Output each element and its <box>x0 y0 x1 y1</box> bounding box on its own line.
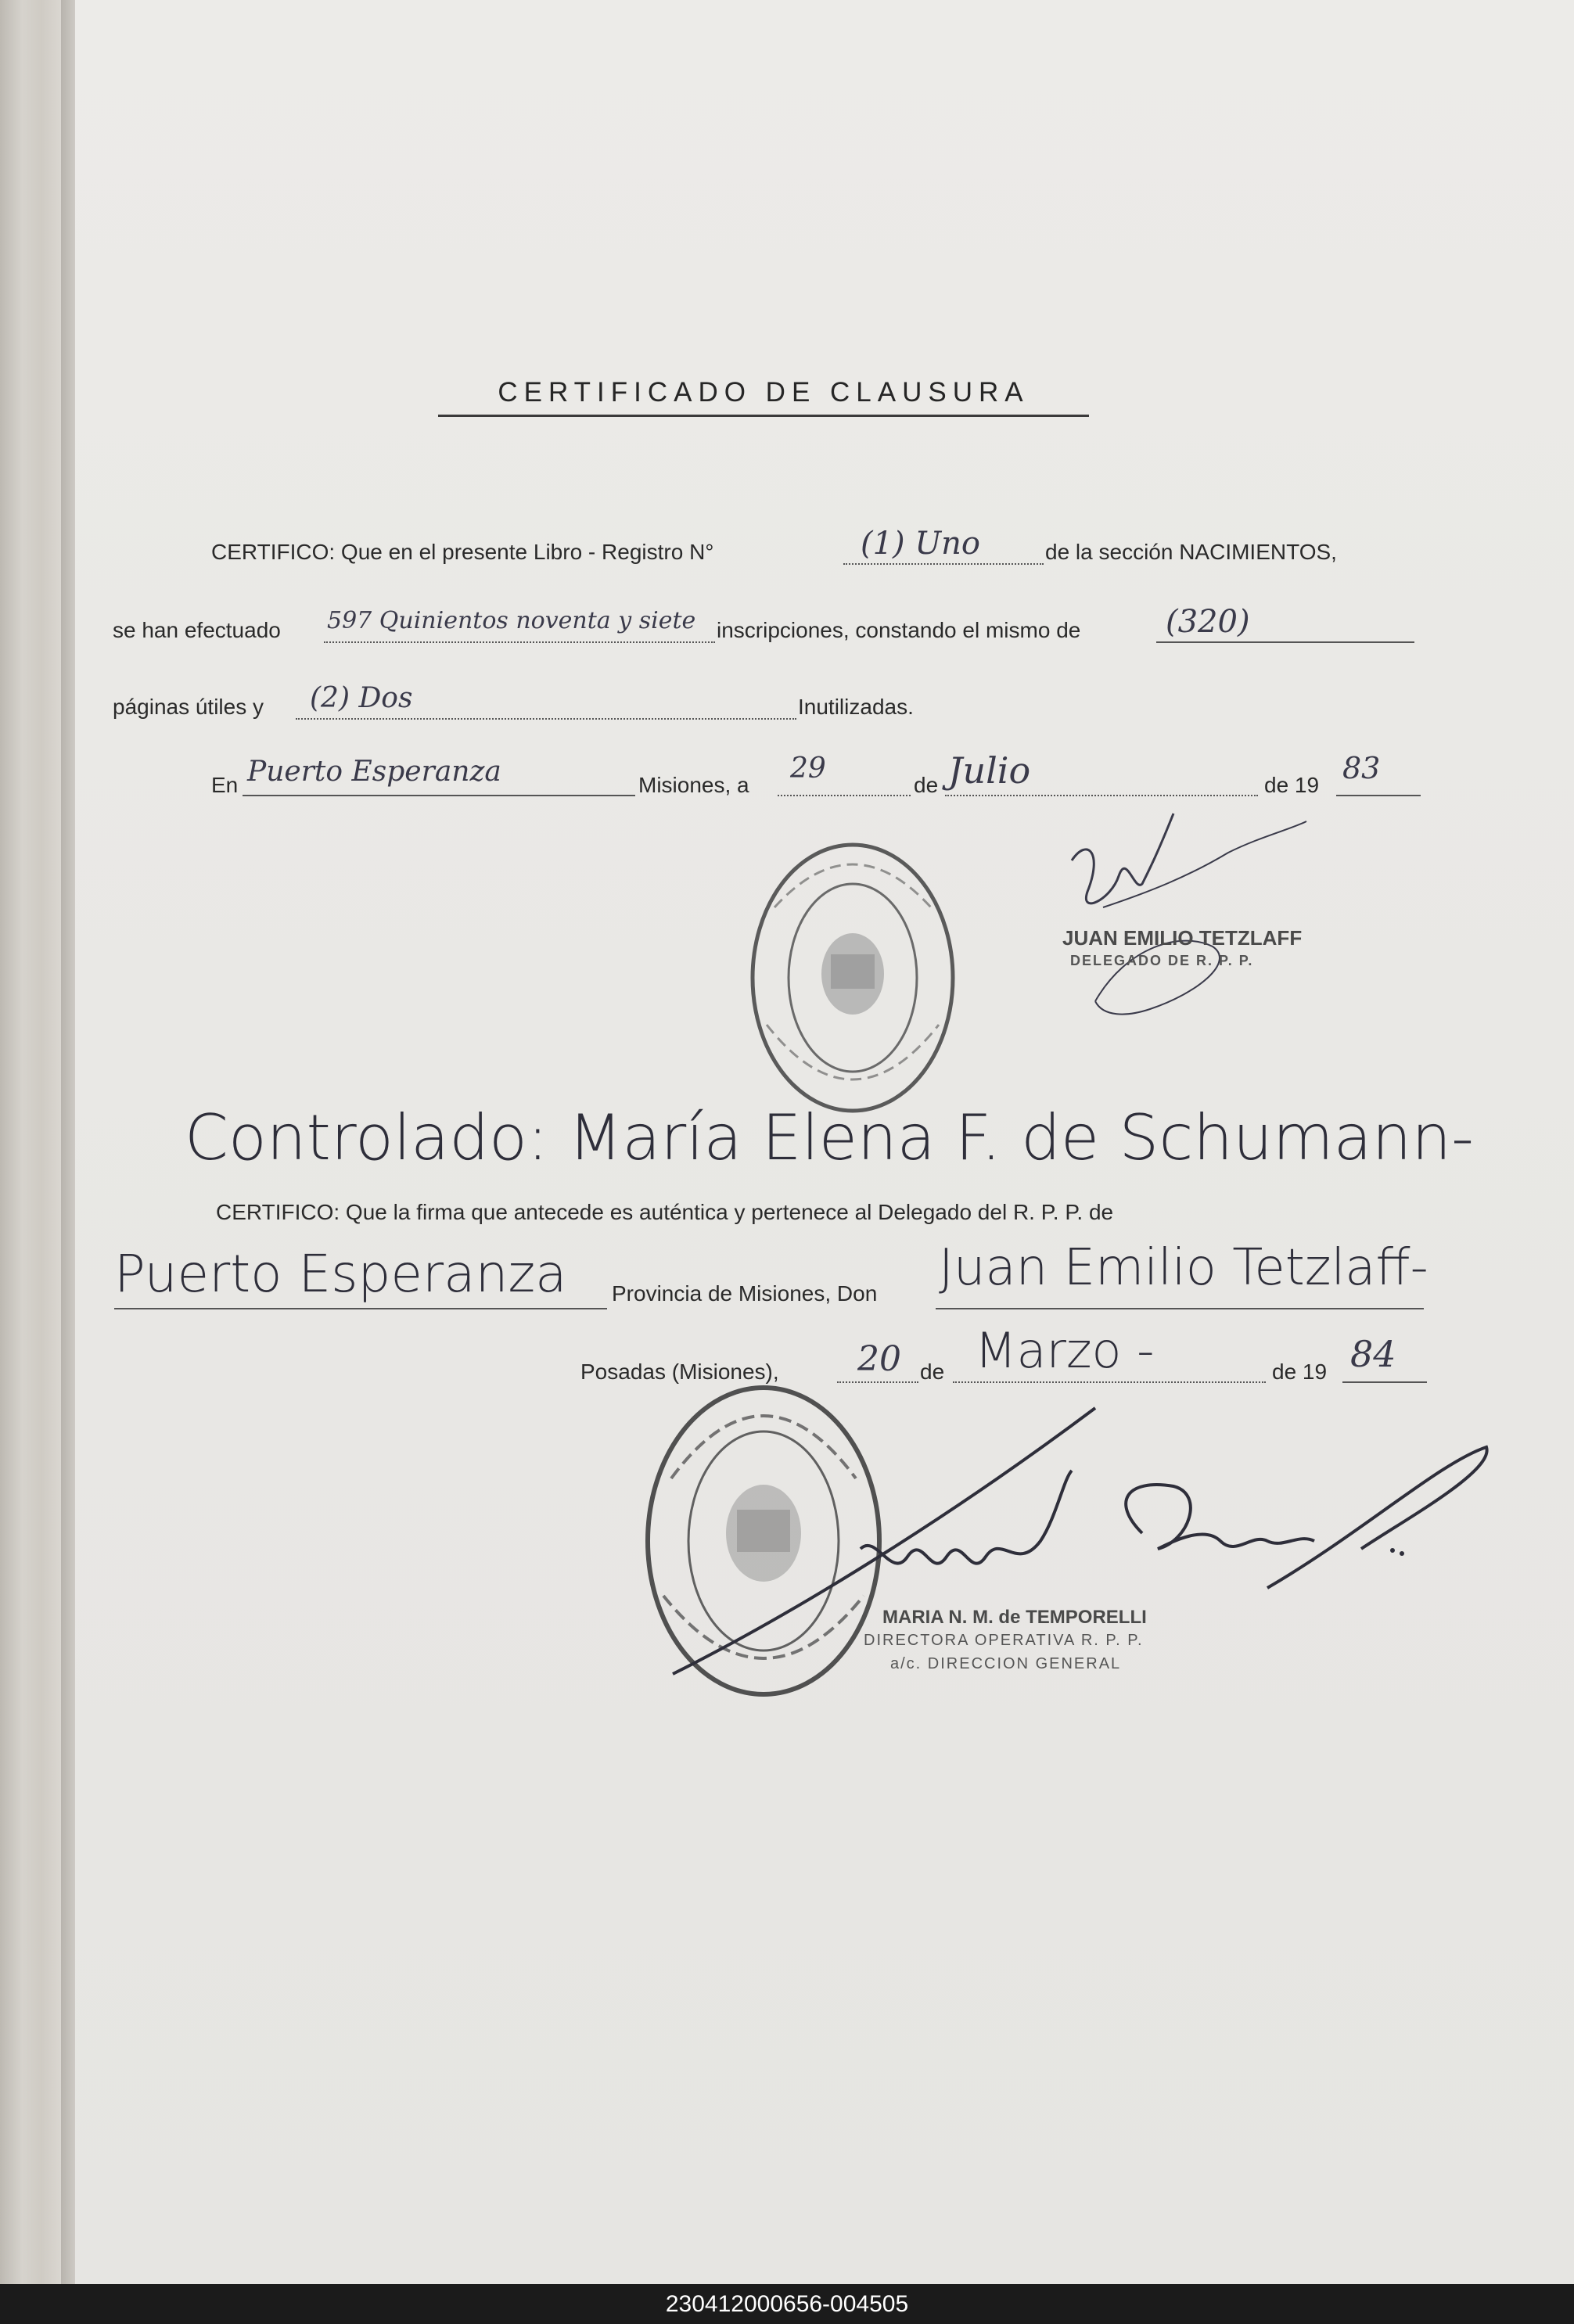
cert1-day: 29 <box>790 753 826 785</box>
cert1-month-dots <box>945 795 1258 796</box>
document-title: CERTIFICADO DE CLAUSURA <box>438 377 1089 417</box>
cert1-de2: de 19 <box>1264 773 1320 797</box>
signature-tetzlaff <box>1056 806 1322 1033</box>
cert2-year-line <box>1342 1381 1427 1383</box>
stamp2-sub: a/c. DIRECCION GENERAL <box>890 1655 1122 1672</box>
cert1-province: Misiones, a <box>638 773 749 797</box>
cert1-line3-suffix: Inutilizadas. <box>798 695 914 719</box>
cert2-month-dots <box>953 1381 1266 1383</box>
signature-temporelli <box>657 1400 1502 1697</box>
cert1-line1-suffix: de la sección NACIMIENTOS, <box>1045 540 1337 564</box>
cert1-paginas-total: (320) <box>1166 604 1250 640</box>
cert2-person: Juan Emilio Tetzlaff- <box>939 1239 1428 1297</box>
cert1-month: Julio <box>948 749 1031 792</box>
cert2-posadas: Posadas (Misiones), <box>580 1360 779 1384</box>
stamp1-role: DELEGADO DE R. P. P. <box>1070 953 1254 968</box>
cert1-inscripciones-dots <box>324 641 715 643</box>
cert2-de1: de <box>920 1360 945 1384</box>
cert2-year: 84 <box>1350 1333 1396 1375</box>
cert1-registro-number: (1) Uno <box>861 526 980 562</box>
cert1-day-dots <box>778 795 911 796</box>
controlado-annotation: Controlado: María Elena F. de Schumann- <box>185 1101 1474 1174</box>
stamp2-name: MARIA N. M. de TEMPORELLI <box>882 1607 1147 1628</box>
registro-provincial-seal-1 <box>743 837 962 1119</box>
cert2-line1: CERTIFICO: Que la firma que antecede es auténtica y pertenece al Delegado del R. P. P. de <box>216 1200 1114 1224</box>
cert2-day: 20 <box>857 1339 901 1379</box>
cert1-de1: de <box>914 773 939 797</box>
cert1-line2-middle: inscripciones, constando el mismo de <box>717 618 1081 642</box>
cert1-line2-prefix: se han efectuado <box>113 618 281 642</box>
stamp1-name: JUAN EMILIO TETZLAFF <box>1062 926 1303 950</box>
cert1-place-line <box>243 795 635 796</box>
cert1-line3-prefix: páginas útiles y <box>113 695 264 719</box>
cert2-place-line <box>114 1308 607 1309</box>
cert1-place: Puerto Esperanza <box>247 756 501 788</box>
cert2-month: Marzo - <box>975 1322 1155 1379</box>
cert1-paginas-line <box>1156 641 1414 643</box>
stamp2-role: DIRECTORA OPERATIVA R. P. P. <box>864 1632 1144 1649</box>
document-id: 230412000656-004505 <box>665 2291 909 2317</box>
cert1-inutilizadas-dots <box>296 718 796 720</box>
cert2-middle: Provincia de Misiones, Don <box>612 1281 878 1306</box>
cert1-year: 83 <box>1342 751 1381 785</box>
cert1-inscripciones: 597 Quinientos noventa y siete <box>327 607 696 634</box>
cert1-line1-prefix: CERTIFICO: Que en el presente Libro - Registro N° <box>211 540 714 564</box>
cert2-person-line <box>936 1308 1424 1309</box>
cert2-de2: de 19 <box>1272 1360 1328 1384</box>
cert1-registro-dots <box>843 563 1044 565</box>
cert1-inutilizadas: (2) Dos <box>310 682 413 714</box>
cert1-place-prefix: En <box>211 773 239 797</box>
cert2-place: Puerto Esperanza <box>114 1244 567 1304</box>
cert1-year-line <box>1336 795 1421 796</box>
